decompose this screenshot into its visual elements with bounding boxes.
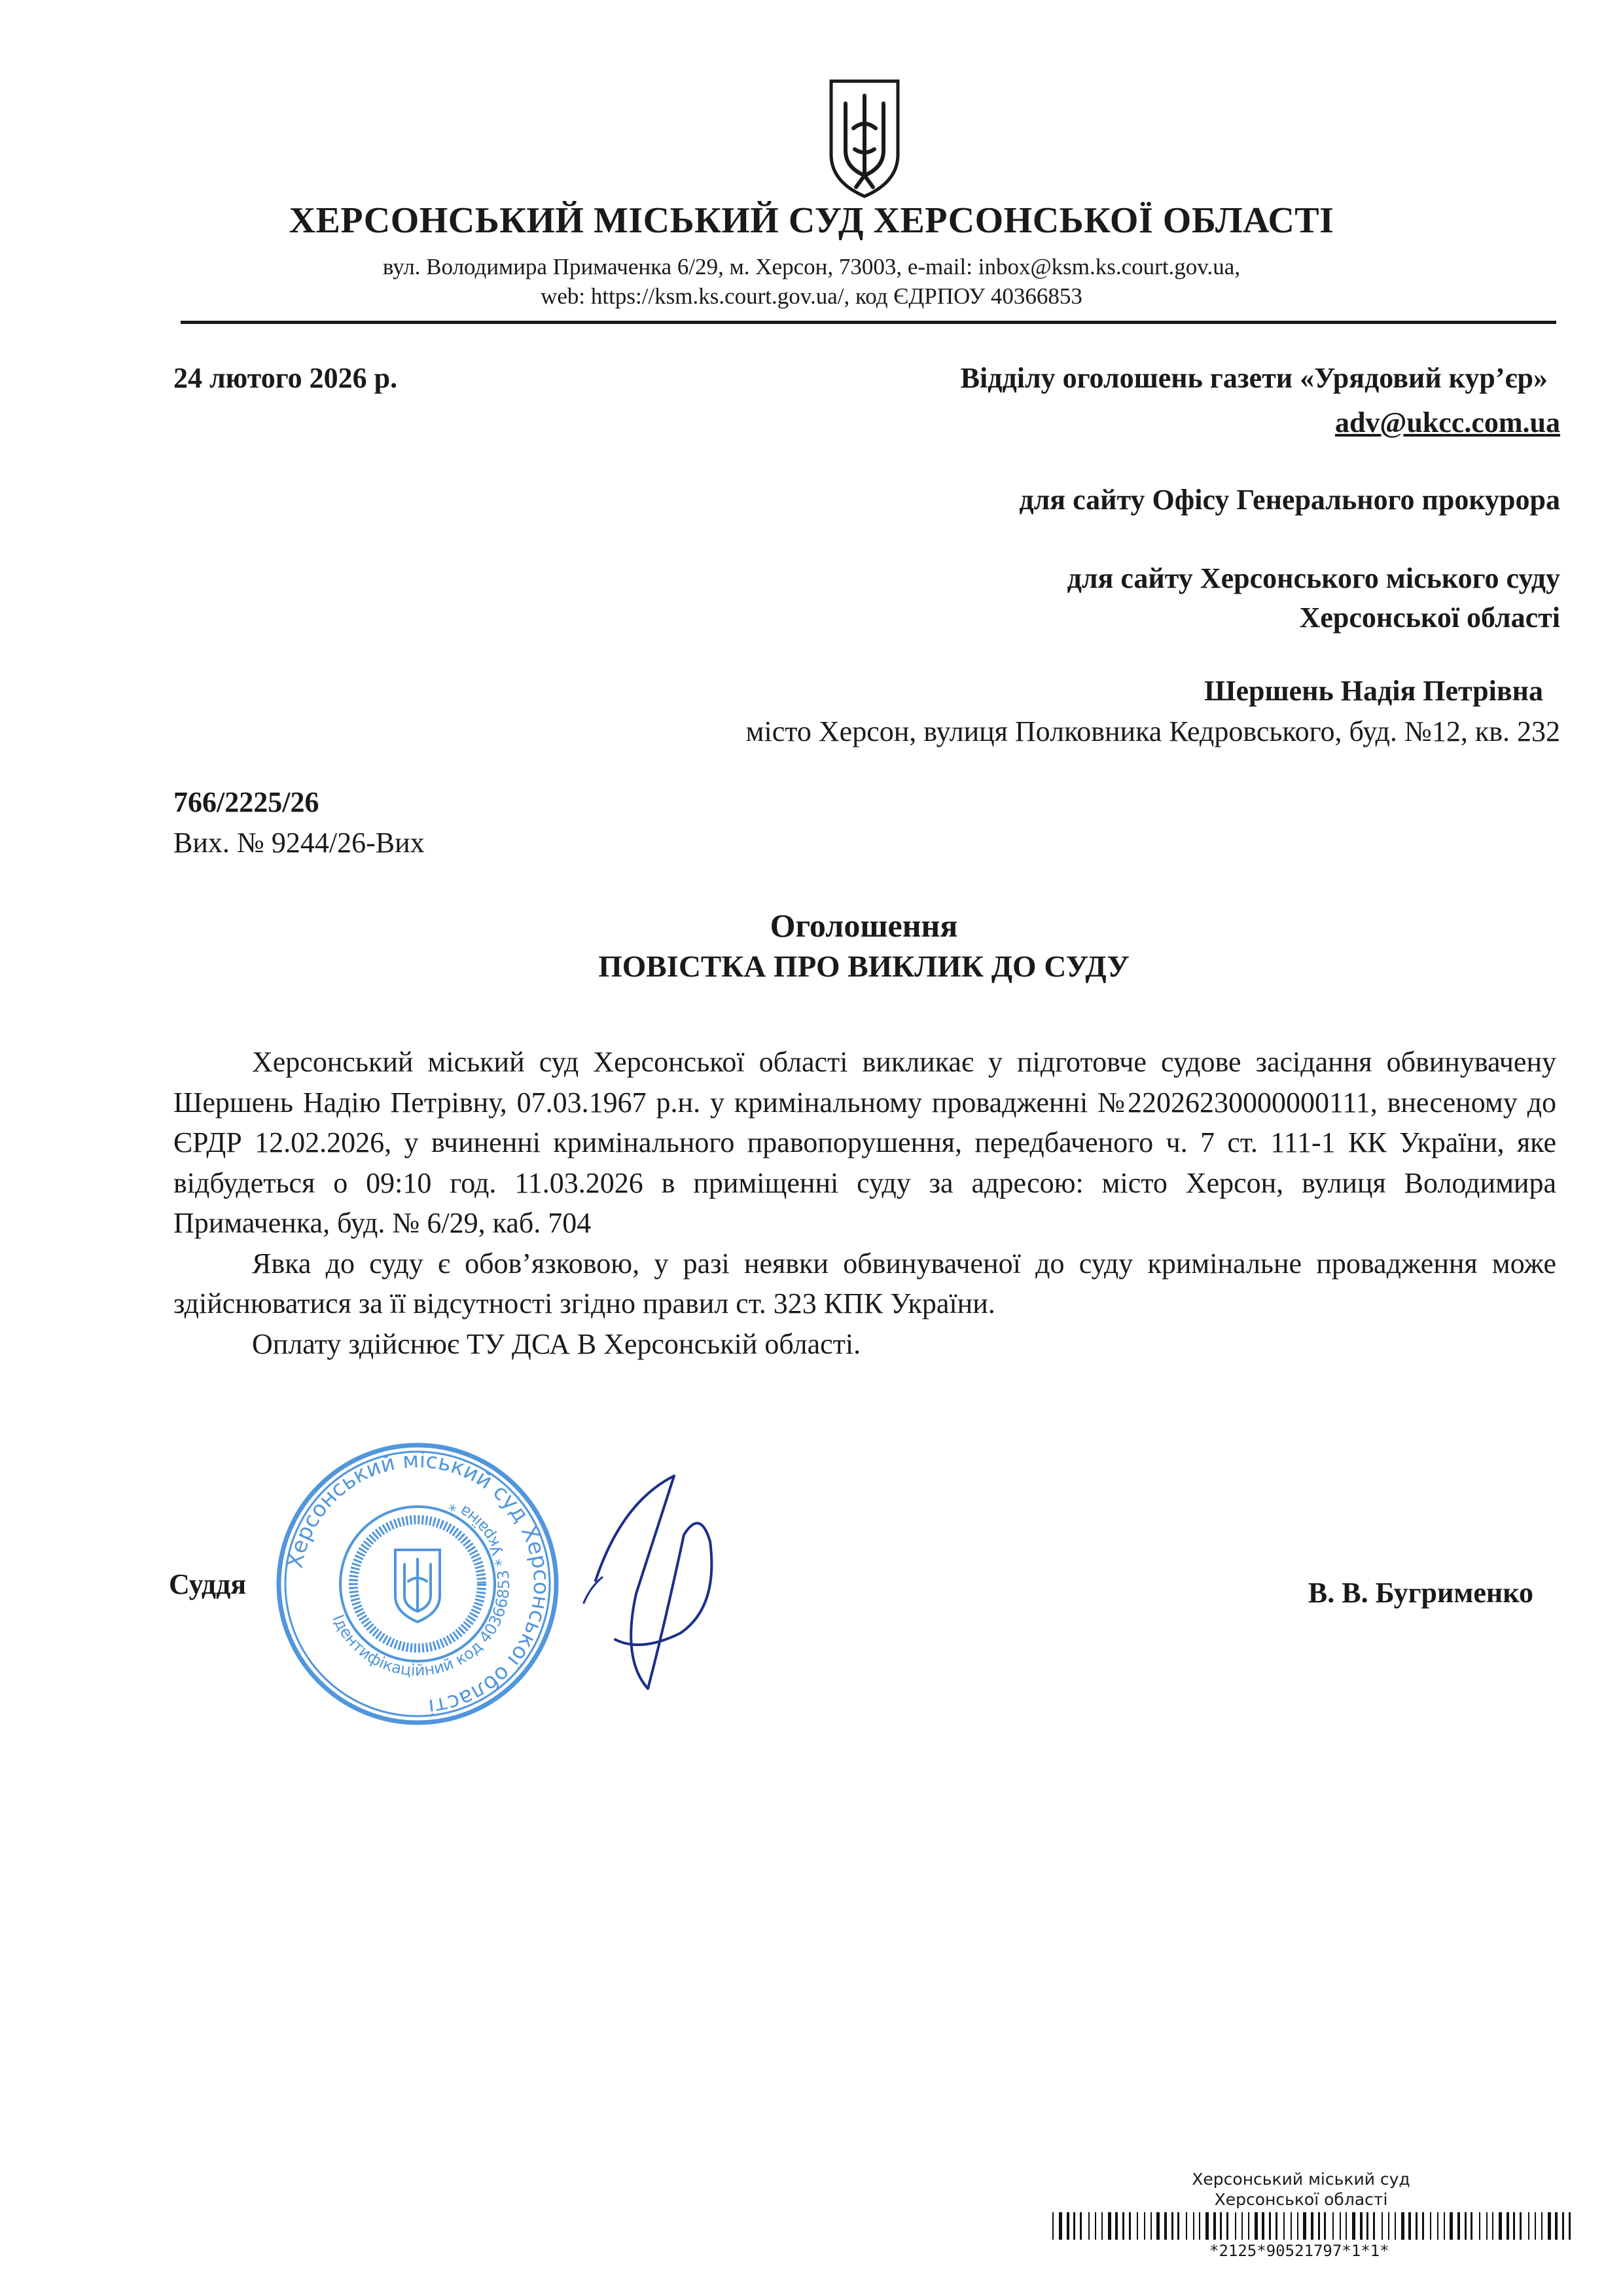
outgoing-number: Вих. № 9244/26-Вих	[173, 827, 425, 859]
announcement-title: Оголошення	[770, 907, 958, 944]
body-paragraph-3: Оплату здійснює ТУ ДСА В Херсонській області.	[252, 1327, 861, 1360]
body-paragraph-2: Явка до суду є обов’язковою, у разі неявки обвинуваченої до суду кримінальне провадження може здійснюватися за її відсутності згідно правил ст. 323 КПК України.	[173, 1247, 1556, 1319]
court-seal-stamp	[274, 1440, 562, 1728]
handwritten-signature	[576, 1463, 733, 1705]
judge-label: Суддя	[169, 1568, 247, 1600]
recipient-newspaper: Відділу оголошень газети «Урядовий кур’єр»	[960, 362, 1548, 394]
header-divider	[181, 321, 1556, 324]
barcode-code: *2125*90521797*1*1*	[1209, 2242, 1389, 2260]
tryzub-emblem-icon	[826, 77, 903, 199]
recipient-court-site-line2: Херсонської області	[1299, 601, 1560, 634]
seal-inner-text: Ідентифікаційний код 40366853 * Україна *	[329, 1495, 514, 1680]
judge-name: В. В. Бугрименко	[1308, 1577, 1533, 1609]
court-address-line2: web: https://ksm.ks.court.gov.ua/, код ЄДРПОУ 40366853	[541, 283, 1082, 309]
barcode-caption-line2: Херсонської області	[1214, 2190, 1388, 2209]
barcode	[1052, 2212, 1576, 2240]
court-address-line1: вул. Володимира Примаченка 6/29, м. Херсон, 73003, e-mail: inbox@ksm.ks.court.gov.ua,	[382, 254, 1241, 279]
recipient-person-address: місто Херсон, вулиця Полковника Кедровського, буд. №12, кв. 232	[745, 715, 1560, 747]
document-date: 24 лютого 2026 р.	[173, 362, 398, 394]
barcode-caption-line1: Херсонський міський суд	[1192, 2170, 1410, 2189]
recipient-newspaper-email[interactable]: adv@ukcc.com.ua	[1334, 406, 1560, 439]
court-name: ХЕРСОНСЬКИЙ МІСЬКИЙ СУД ХЕРСОНСЬКОЇ ОБЛАСТІ	[289, 200, 1334, 241]
case-number: 766/2225/26	[173, 786, 319, 818]
seal-tryzub-icon	[395, 1550, 440, 1622]
seal-outer-text: Херсонський міський суд Херсонської області	[281, 1446, 555, 1721]
recipient-court-site-line1: для сайту Херсонського міського суду	[1067, 562, 1560, 594]
recipient-prosecutor: для сайту Офісу Генерального прокурора	[1019, 484, 1560, 516]
summons-body	[173, 1042, 1556, 1364]
recipient-person-name: Шершень Надія Петрівна	[1204, 675, 1543, 707]
summons-title: ПОВІСТКА ПРО ВИКЛИК ДО СУДУ	[598, 950, 1130, 984]
body-paragraph-1: Херсонський міський суд Херсонської області викликає у підготовче судове засідання обвинувачену Шершень Надію Петрівну, 07.03.1967 р.н. у кримінальному провадженні №22026230000000111, внесеному до ЄРДР 12.02.2026, у вчиненні кримінального правопорушення, передбаченого ч. 7 ст. 111-1 КК України, яке відбудеться о 09:10 год. 11.03.2026 в приміщенні суду за адресою: місто Херсон, вулиця Володимира Примаченка, буд. № 6/29, каб. 704	[173, 1046, 1556, 1239]
